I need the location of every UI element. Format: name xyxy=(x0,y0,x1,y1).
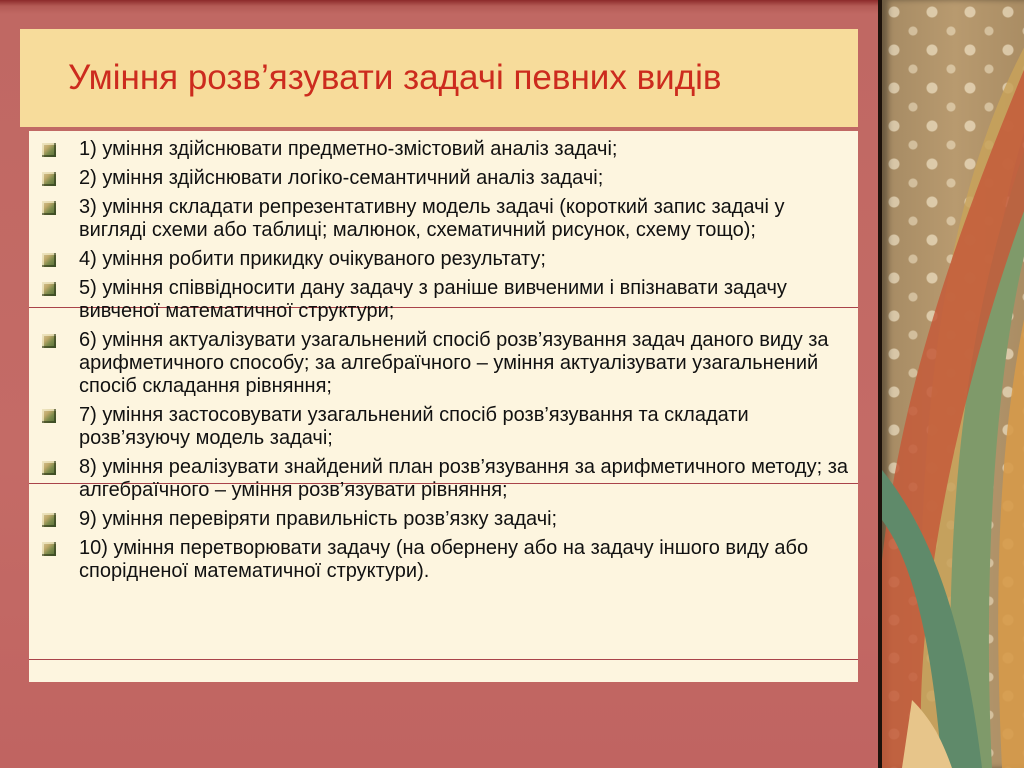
list-item-text: 1) уміння здійснювати предметно-змістовий аналіз задачі; xyxy=(79,138,618,160)
list-item xyxy=(29,167,849,190)
list-item-text: 4) уміння робити прикидку очікуваного результату; xyxy=(79,248,546,270)
bullet-icon xyxy=(42,253,56,267)
slide-title: Уміння розв’язувати задачі певних видів xyxy=(68,58,722,97)
list-item xyxy=(29,138,849,161)
bullet-icon xyxy=(42,461,56,475)
list-item-text: 6) уміння актуалізувати узагальнений спосіб розв’язування задач даного виду за арифметичного способу; за алгебраїчного – уміння актуалізувати узагальнений спосіб складання рівняння; xyxy=(79,329,829,397)
title-banner xyxy=(20,29,858,127)
list-item-text: 8) уміння реалізувати знайдений план розв’язування за арифметичного методу; за алгебраїчного – уміння розв’язувати рівняння; xyxy=(79,456,848,501)
list-item-text: 10) уміння перетворювати задачу (на обернену або на задачу іншого виду або спорідненої математичної структури). xyxy=(79,537,809,582)
bullet-icon xyxy=(42,282,56,296)
bullet-icon xyxy=(42,334,56,348)
decorative-side-panel xyxy=(878,0,1024,768)
divider-line xyxy=(29,659,858,660)
list-item-text: 9) уміння перевіряти правильність розв’язку задачі; xyxy=(79,508,558,530)
list-item-text: 3) уміння складати репрезентативну модель задачі (короткий запис задачі у вигляді схеми або таблиці; малюнок, схематичний рисунок, схему тощо); xyxy=(79,196,785,241)
bullet-icon xyxy=(42,201,56,215)
list-item xyxy=(29,248,849,271)
list-item xyxy=(29,537,849,583)
content-panel xyxy=(29,131,858,682)
list-item xyxy=(29,277,849,323)
list-item-text: 5) уміння співвідносити дану задачу з раніше вивченими і впізнавати задачу вивченої математичної структури; xyxy=(79,277,787,322)
bullet-icon xyxy=(42,542,56,556)
list-item xyxy=(29,508,849,531)
bullet-icon xyxy=(42,172,56,186)
decorative-ribbons xyxy=(882,0,1024,768)
list-item xyxy=(29,329,849,398)
bullet-icon xyxy=(42,143,56,157)
bullet-icon xyxy=(42,409,56,423)
list-item-text: 7) уміння застосовувати узагальнений спосіб розв’язування та складати розв’язуючу модель задачі; xyxy=(79,404,749,449)
list-item xyxy=(29,196,849,242)
skills-list xyxy=(29,138,849,589)
bullet-icon xyxy=(42,513,56,527)
list-item xyxy=(29,404,849,450)
list-item xyxy=(29,456,849,502)
list-item-text: 2) уміння здійснювати логіко-семантичний аналіз задачі; xyxy=(79,167,604,189)
